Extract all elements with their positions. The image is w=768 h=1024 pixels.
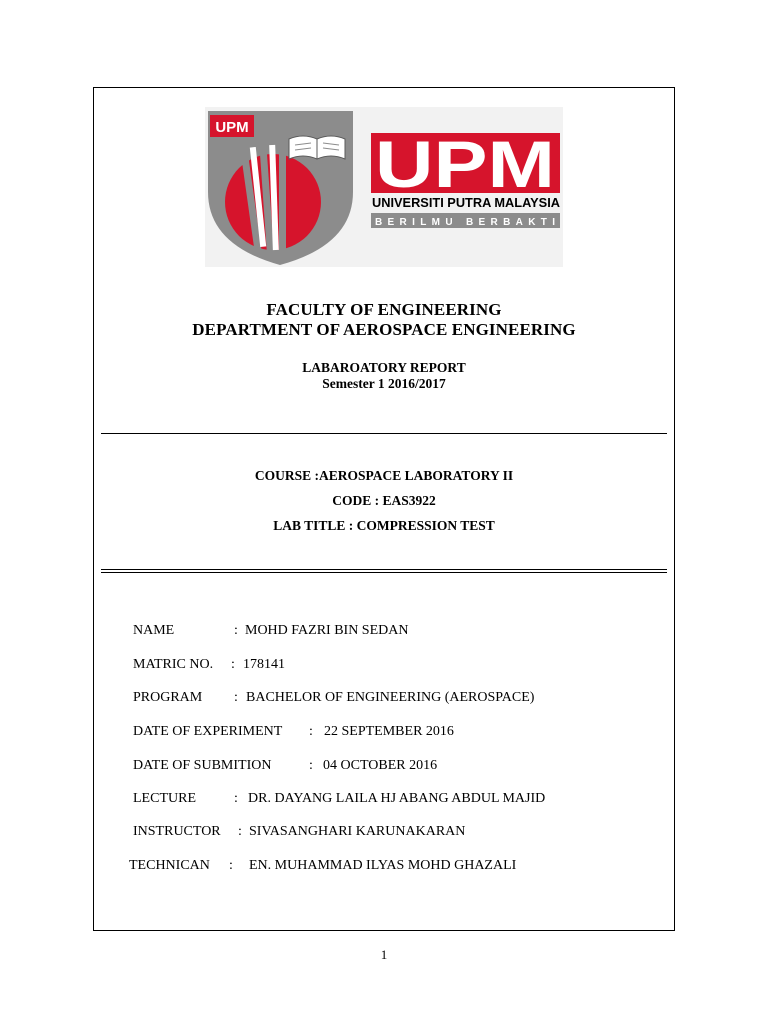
upm-logo	[205, 107, 563, 267]
experiment-date-label: DATE OF EXPERIMENT	[133, 724, 283, 739]
department-title: DEPARTMENT OF AEROSPACE ENGINEERING	[192, 320, 576, 339]
instructor-label: INSTRUCTOR	[133, 824, 221, 839]
matric-label: MATRIC NO.	[133, 657, 214, 672]
name-value: MOHD FAZRI BIN SEDAN	[245, 623, 409, 638]
lecture-sep: :	[234, 791, 238, 806]
name-label: NAME	[133, 623, 175, 638]
report-type: LABAROATORY REPORT	[302, 360, 466, 375]
book-icon	[289, 136, 345, 159]
technician-value: EN. MUHAMMAD ILYAS MOHD GHAZALI	[249, 858, 517, 873]
matric-value: 178141	[243, 657, 285, 672]
divider-double-2	[101, 572, 667, 573]
faculty-title: FACULTY OF ENGINEERING	[266, 300, 502, 319]
submission-date-sep: :	[309, 758, 313, 773]
divider-double-1	[101, 569, 667, 570]
upm-logo-graphic	[205, 107, 563, 267]
page-number: 1	[380, 947, 388, 962]
program-value: BACHELOR OF ENGINEERING (AEROSPACE)	[246, 690, 535, 705]
divider-top	[101, 433, 667, 434]
submission-date-value: 04 OCTOBER 2016	[323, 758, 438, 773]
technician-sep: :	[229, 858, 233, 873]
experiment-date-sep: :	[309, 724, 313, 739]
motto-text: BERILMU BERBAKTI	[375, 217, 555, 228]
technician-label: TECHNICAN	[129, 858, 210, 873]
university-name: UNIVERSITI PUTRA MALAYSIA	[372, 196, 560, 210]
instructor-sep: :	[238, 824, 242, 839]
lab-title-line: LAB TITLE : COMPRESSION TEST	[273, 518, 495, 533]
semester: Semester 1 2016/2017	[322, 376, 446, 391]
lecture-label: LECTURE	[133, 791, 196, 806]
program-sep: :	[234, 690, 238, 705]
instructor-value: SIVASANGHARI KARUNAKARAN	[249, 824, 466, 839]
program-label: PROGRAM	[133, 690, 203, 705]
lecture-value: DR. DAYANG LAILA HJ ABANG ABDUL MAJID	[248, 791, 546, 806]
code-line: CODE : EAS3922	[332, 493, 436, 508]
submission-date-label: DATE OF SUBMITION	[133, 758, 272, 773]
experiment-date-value: 22 SEPTEMBER 2016	[324, 724, 454, 739]
course-line: COURSE :AEROSPACE LABORATORY II	[254, 468, 514, 483]
matric-sep: :	[231, 657, 235, 672]
wordmark-text: UPM	[375, 127, 555, 201]
badge-text: UPM	[215, 119, 249, 136]
name-sep: :	[234, 623, 238, 638]
